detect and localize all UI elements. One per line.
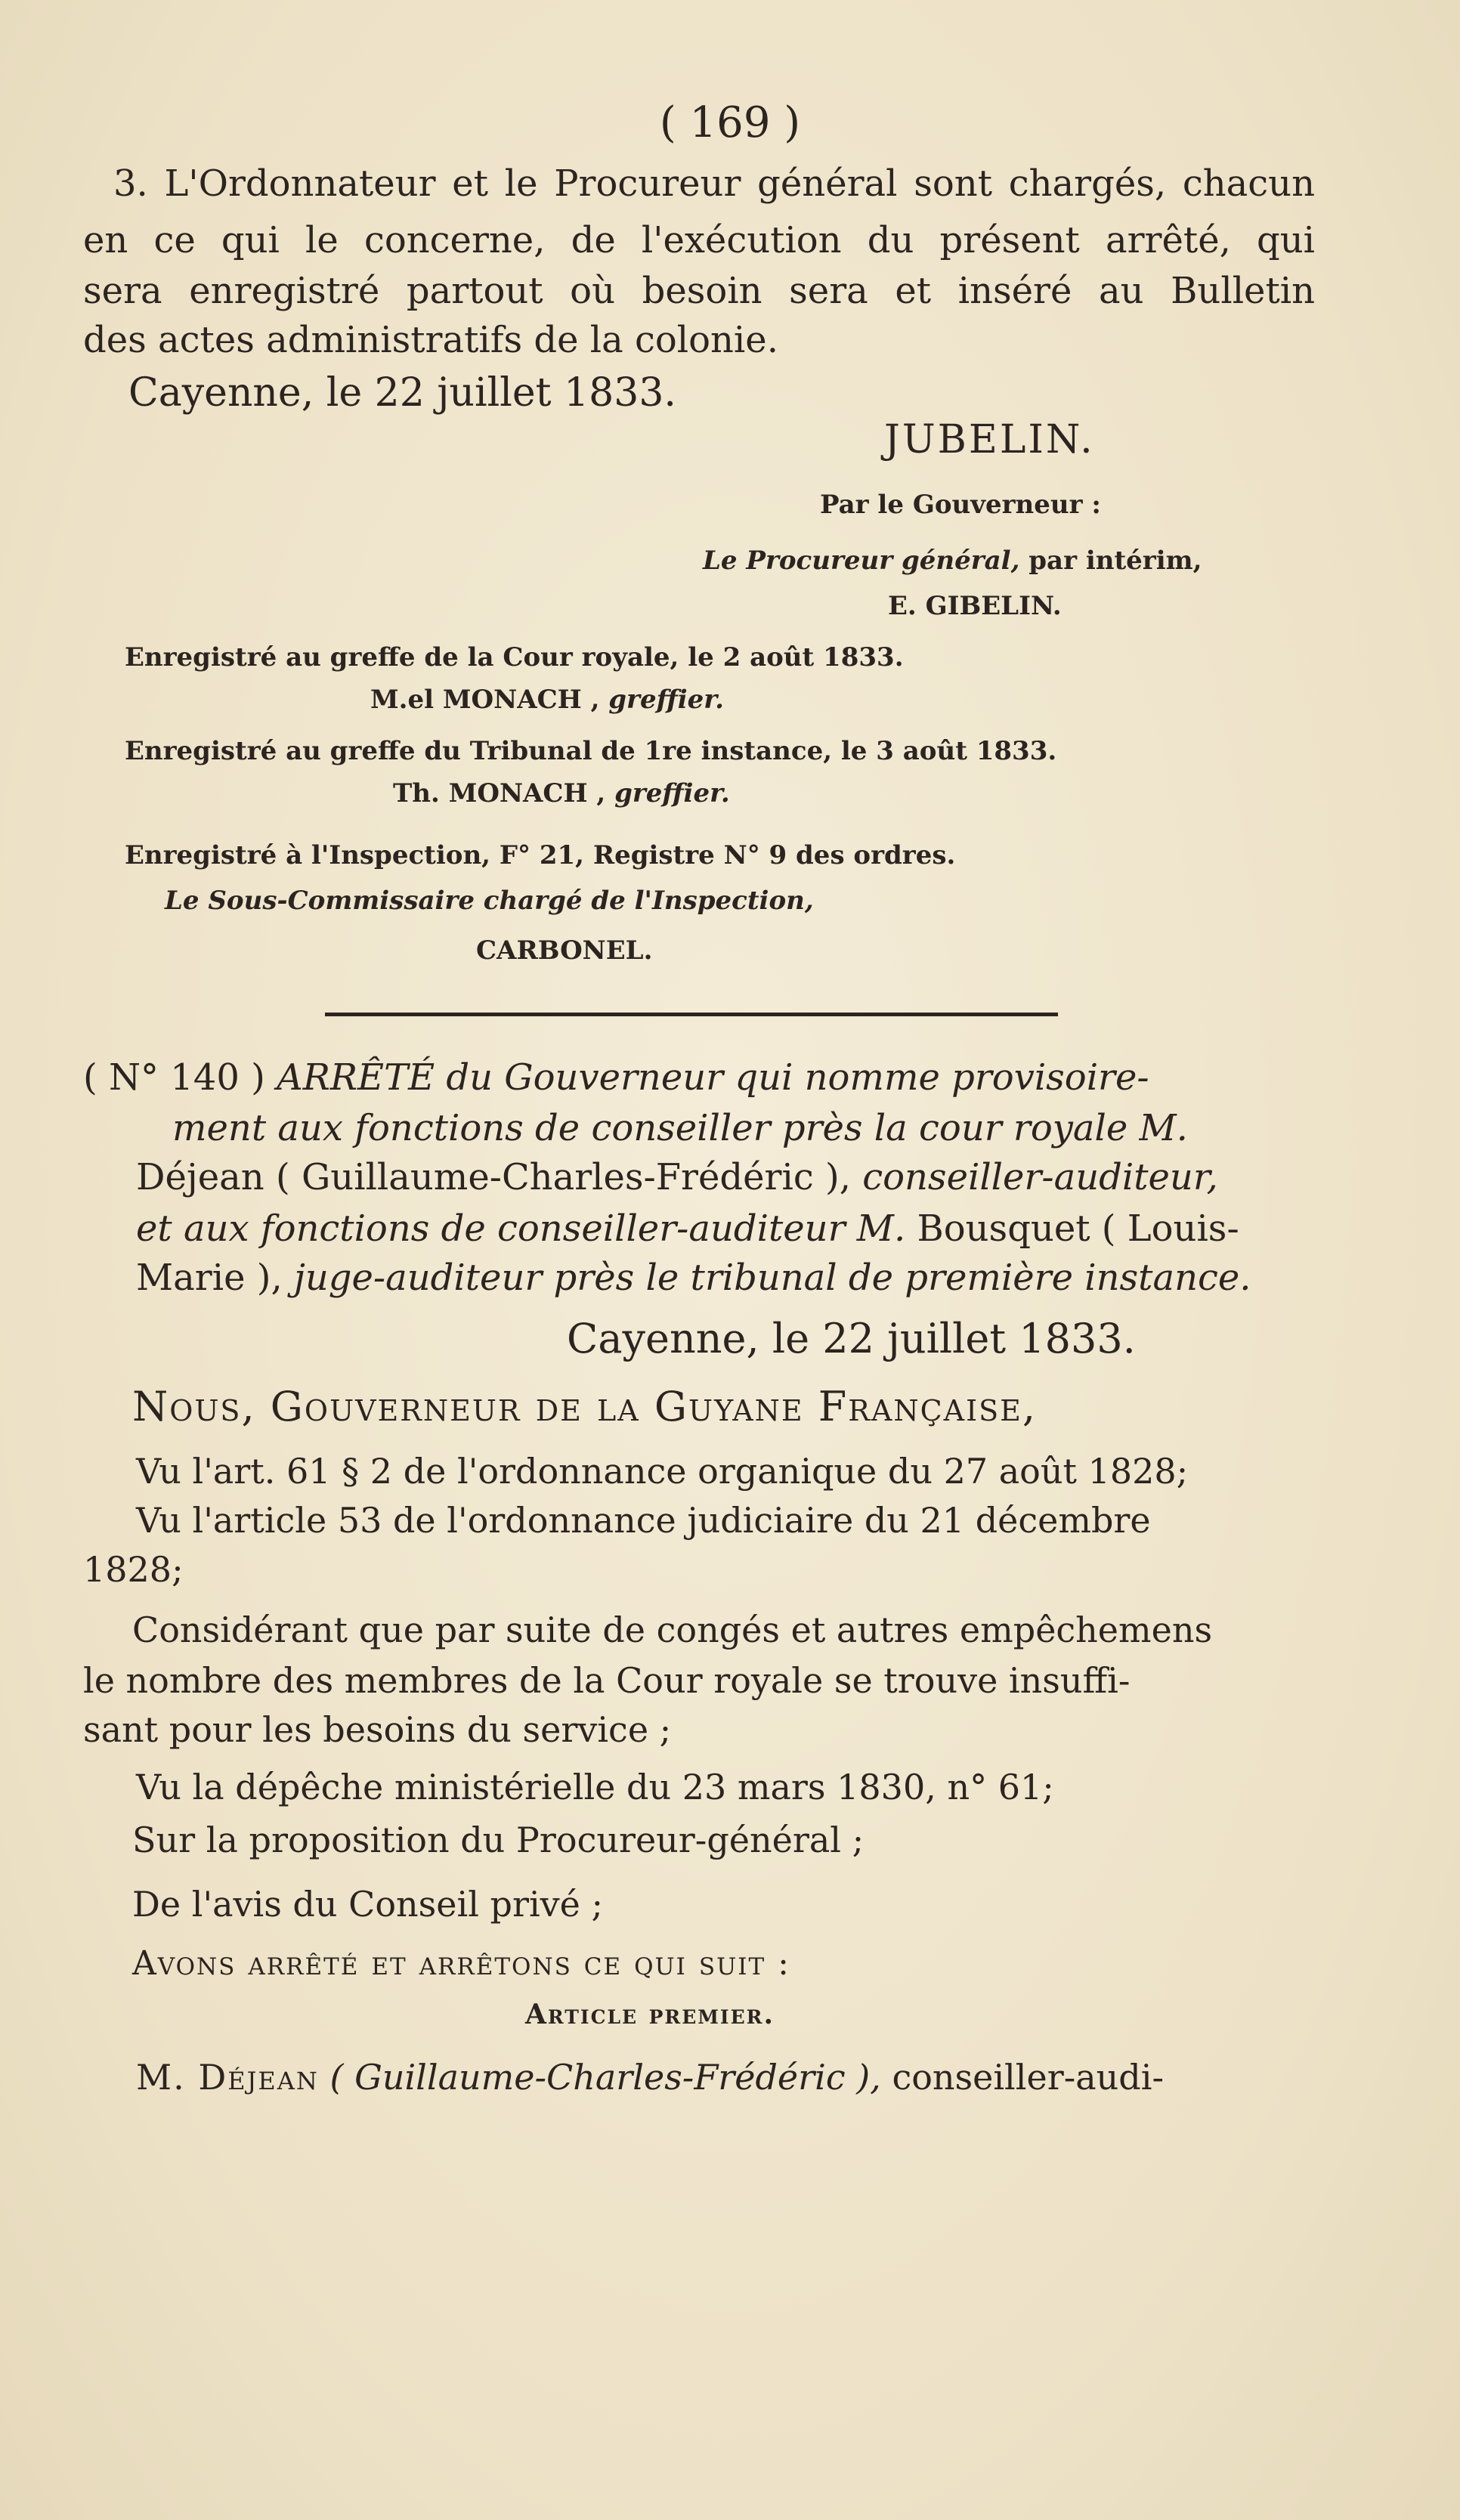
arrete-heading-line-2: ment aux fonctions de conseiller près la cour royale M. (172, 1107, 1188, 1149)
sur-proposition: Sur la proposition du Procureur-général ; (132, 1820, 865, 1860)
arrete-heading-line-4 (136, 1207, 1239, 1250)
considerant-line-3: sant pour les besoins du service ; (83, 1709, 672, 1750)
arrete-number: ( N° 140 ) (83, 1056, 265, 1099)
tribunal-clerk-title: greffier. (614, 778, 730, 809)
procureur-line (703, 546, 1202, 576)
tribunal-clerk-name: Th. MONACH , (393, 778, 606, 809)
procureur-name: E. GIBELIN. (888, 591, 1062, 621)
arrete-heading-line-5 (136, 1257, 1251, 1299)
auditeur-function: et aux fonctions de conseiller-auditeur M. (136, 1207, 906, 1250)
dejean-surname: M. Déjean (136, 2057, 319, 2098)
article-3-line-3: sera enregistré partout où besoin sera et inséré au Bulletin (83, 270, 1315, 312)
arrete-heading-line-1 (83, 1056, 1149, 1099)
dejean-rank: conseiller-auditeur, (862, 1156, 1218, 1198)
dejean-forenames: ( Guillaume-Charles-Frédéric ), (329, 2057, 881, 2098)
section-divider (325, 1013, 1058, 1016)
bousquet-name: Bousquet ( Louis- (917, 1207, 1239, 1250)
inspection-officer: Le Sous-Commissaire chargé de l'Inspection, (165, 886, 814, 916)
cour-clerk-name: M.el MONACH , (370, 685, 600, 715)
procureur-interim: par intérim, (1028, 546, 1202, 576)
procureur-title: Le Procureur général, (703, 546, 1020, 576)
article-3-line-2: en ce qui le concerne, de l'exécution du présent arrêté, qui (83, 219, 1315, 261)
vu-article-53-year: 1828; (83, 1549, 184, 1590)
inspection-name: CARBONEL. (476, 935, 653, 966)
article-3-line-1: 3. L'Ordonnateur et le Procureur général sont chargés, chacun (113, 162, 1315, 205)
nous-gouverneur: Nous, Gouverneur de la Guyane Française, (132, 1383, 1038, 1430)
vu-depeche: Vu la dépêche ministérielle du 23 mars 1830, n° 61; (136, 1767, 1054, 1807)
par-le-gouverneur: Par le Gouverneur : (820, 490, 1101, 520)
considerant-line-2: le nombre des membres de la Cour royale se trouve insuffi- (83, 1660, 1131, 1701)
vu-article-53: Vu l'article 53 de l'ordonnance judiciaire du 21 décembre (136, 1500, 1151, 1541)
tribunal-clerk (393, 778, 730, 809)
article-3-line-4: des actes administratifs de la colonie. (83, 319, 778, 361)
cour-clerk (370, 685, 724, 715)
considerant-line-1: Considérant que par suite de congés et autres empêchemens (132, 1609, 1213, 1650)
arrete-heading-line-3 (136, 1156, 1218, 1198)
registration-cour: Enregistré au greffe de la Cour royale, le 2 août 1833. (125, 642, 904, 673)
conseiller-audi: conseiller-audi- (892, 2057, 1164, 2098)
dejean-name: Déjean ( Guillaume-Charles-Frédéric ), (136, 1156, 851, 1198)
cour-clerk-title: greffier. (608, 685, 724, 715)
article-premier: Article premier. (525, 1999, 775, 2030)
arrete-title-start: ARRÊTÉ du Gouverneur qui nomme provisoire- (277, 1056, 1149, 1099)
bousquet-rank: juge-auditeur près le tribunal de première instance. (293, 1257, 1251, 1299)
registration-inspection: Enregistré à l'Inspection, F° 21, Registre N° 9 des ordres. (125, 840, 956, 870)
bousquet-name-end: Marie ), (136, 1257, 283, 1299)
place-date: Cayenne, le 22 juillet 1833. (128, 370, 676, 416)
avons-arrete: Avons arrêté et arrêtons ce qui suit : (132, 1944, 791, 1983)
registration-tribunal: Enregistré au greffe du Tribunal de 1re instance, le 3 août 1833. (125, 736, 1057, 766)
arrete-date: Cayenne, le 22 juillet 1833. (567, 1315, 1136, 1362)
governor-signature: JUBELIN. (884, 417, 1095, 462)
article-premier-text (136, 2057, 1164, 2098)
page-number: ( 169 ) (659, 98, 801, 147)
avis-conseil: De l'avis du Conseil privé ; (132, 1884, 603, 1925)
vu-art-61: Vu l'art. 61 § 2 de l'ordonnance organique du 27 août 1828; (136, 1451, 1189, 1492)
